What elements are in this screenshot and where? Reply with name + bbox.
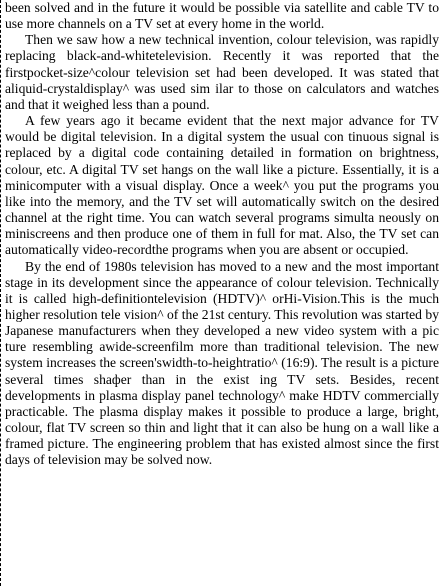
paragraph-2: Then we saw how a new technical invention, colour television, was rapidly replacing black-and-whitetelevision. Recently it was reported that the firstpocket-size^colour television set had been developed. It was stated that aliquid-crystaldisplay^ was used sim ilar to those on calculators and watches and that it weighed less than a pound. — [5, 32, 439, 112]
paragraph-3: A few years ago it became evident that the next major advance for TV would be digital television. In a digital system the usual con tinuous signal is replaced by a digital code containing detailed in formation on brightness, colour, etc. A digital TV set hangs on the wall like a picture. Essentially, it is a minicomputer with a visual display. Once a week^ you put the programs you like into the memory, and the TV set will automatically switch on the desired channel at the right time. You can watch several programs simulta neously on miniscreens and then produce one of them in full for mat. Also, the TV set can automatically video-recordthe programs when you are absent or occupied. — [5, 113, 439, 258]
paragraph-4: By the end of 1980s television has moved to a new and the most important stage in its development since the appearance of colour television. Technically it is called high-definitiontelevision (HDTV)^ orHi-Vision.This is the much higher resolution tele vision^ of the 21st century. This revolution was started by Japanese manufacturers when they developed a new video system with a pic ture resembling awide-screenfilm more than traditional television. The new system increases the screen'swidth-to-heightratio^ (16:9). The result is a picture several times shaфer than in the exist ing TV sets. Besides, recent developments in plasma display panel technology^ make HDTV commercially practicable. The plasma display makes it possible to produce a large, bright, colour, flat TV screen so thin and light that it can also be hung on a wall like a framed picture. The engineering problem that has existed almost since the first days of television may be solved now. — [5, 258, 439, 468]
paragraph-1: been solved and in the future it would be possible via satellite and cable TV to use more channels on a TV set at every home in the world. — [5, 0, 439, 32]
